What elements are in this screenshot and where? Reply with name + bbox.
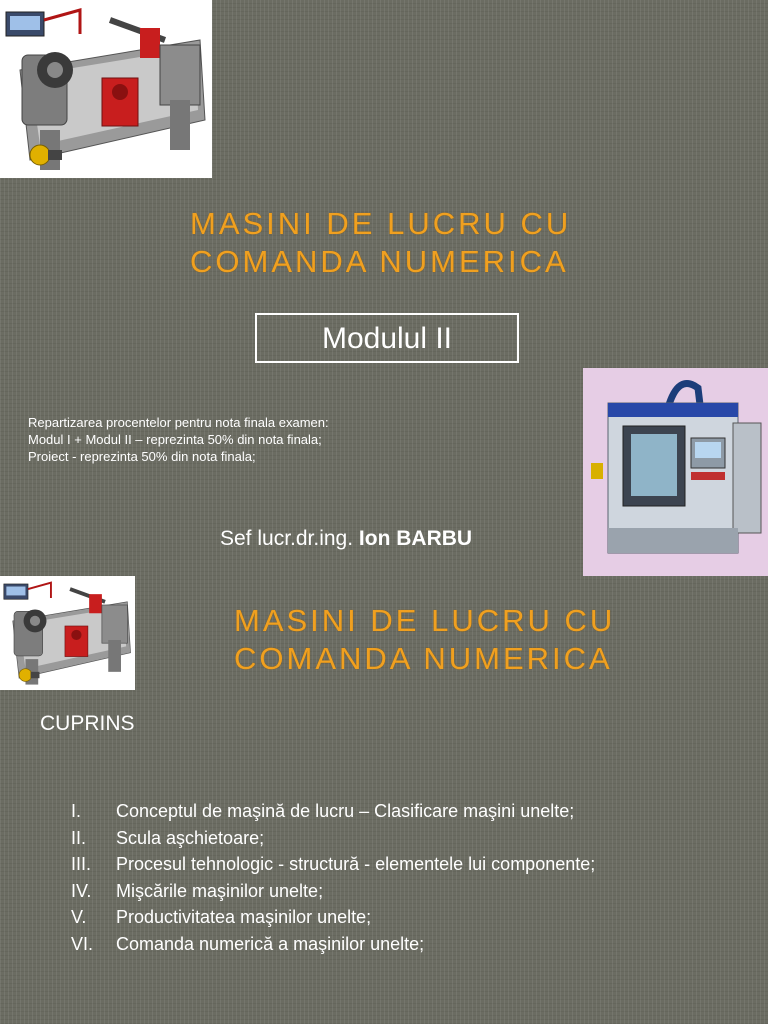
toc-number: V. xyxy=(71,907,87,927)
section-title-line1: MASINI DE LUCRU CU xyxy=(234,603,616,638)
main-title-line1: MASINI DE LUCRU CU xyxy=(190,206,572,241)
cnc-lathe-photo-small xyxy=(0,576,135,690)
grading-line-2: Modul I + Modul II – reprezinta 50% din nota finala; xyxy=(28,432,322,447)
section-title xyxy=(234,602,615,678)
grading-info xyxy=(28,414,329,465)
author-line xyxy=(220,527,472,551)
toc-text: Mişcările maşinilor unelte; xyxy=(116,880,324,901)
toc-item xyxy=(71,904,751,931)
main-title xyxy=(190,205,571,281)
toc-text: Scula aşchietoare; xyxy=(116,827,265,848)
lathe-illustration-small xyxy=(0,576,135,690)
grading-line-1: Repartizarea procentelor pentru nota finala examen: xyxy=(28,415,329,430)
cnc-lathe-photo xyxy=(0,0,212,178)
toc-text: Conceptul de maşină de lucru – Clasificare maşini unelte; xyxy=(116,801,575,821)
toc-number: I. xyxy=(71,801,82,821)
toc-number: VI. xyxy=(71,933,94,954)
cuprins-heading: CUPRINS xyxy=(40,712,135,735)
section-title-line2: COMANDA NUMERICA xyxy=(234,641,613,676)
toc-item xyxy=(71,825,751,852)
module-label-box xyxy=(255,313,519,363)
toc-text: Procesul tehnologic - structură - elementele lui componente; xyxy=(116,854,596,874)
toc-item xyxy=(71,878,751,905)
cnc-milling-center-photo xyxy=(583,368,768,576)
toc-text: Productivitatea maşinilor unelte; xyxy=(116,907,372,927)
toc-number: IV. xyxy=(71,880,92,901)
toc-item xyxy=(71,798,751,825)
toc-number: II. xyxy=(71,827,87,848)
toc-text: Comanda numerică a maşinilor unelte; xyxy=(116,933,425,954)
author-name: Ion BARBU xyxy=(358,527,473,550)
module-label: Modulul II xyxy=(321,322,453,355)
lathe-illustration xyxy=(0,0,212,178)
toc-item xyxy=(71,931,751,958)
toc-list xyxy=(71,798,751,957)
main-title-line2: COMANDA NUMERICA xyxy=(190,244,569,279)
toc-number: III. xyxy=(71,854,92,874)
toc-item xyxy=(71,851,751,878)
author-prefix: Sef lucr.dr.ing. xyxy=(220,527,359,550)
milling-center-illustration xyxy=(583,368,768,576)
grading-line-3: Proiect - reprezinta 50% din nota finala; xyxy=(28,449,256,464)
